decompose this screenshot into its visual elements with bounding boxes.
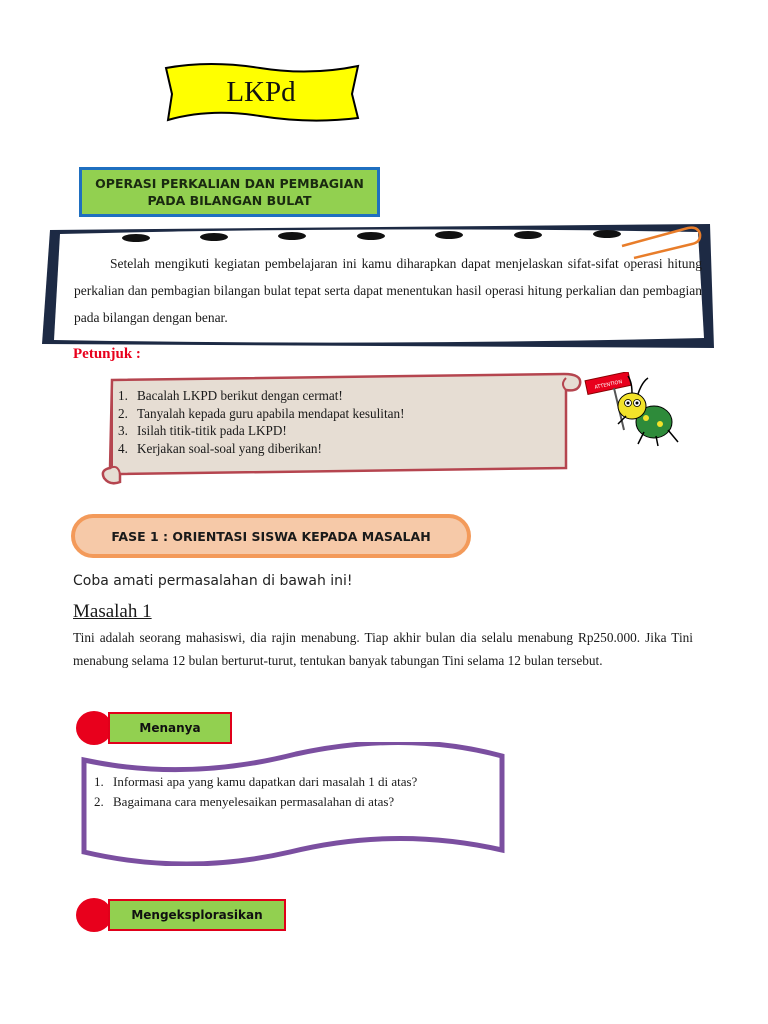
problem-title: Masalah 1 [73,601,152,622]
subject-line-1: OPERASI PERKALIAN DAN PEMBAGIAN [95,176,364,191]
list-item: 4. Kerjakan soal-soal yang diberikan! [118,440,322,456]
mascot-sign-text: ATTENTION [594,379,623,391]
subject-line-2: PADA BILANGAN BULAT [147,193,312,208]
list-item: 2. Tanyalah kepada guru apabila mendapat kesulitan! [118,405,405,421]
fase-label: FASE 1 : ORIENTASI SISWA KEPADA MASALAH [111,528,431,544]
problem-body: Tini adalah seorang mahasiswi, dia rajin menabung. Tiap akhir bulan dia selalu menabung Rp250.000. Jika Tini menabung selama 12 bulan berturut-turut, tentukan banyak tabungan Tini selama 12 bulan tersebut. [73,630,693,668]
petunjuk-heading: Petunjuk : [73,346,141,362]
instruction-text: Coba amati permasalahan di bawah ini! [73,573,353,589]
intro-paragraph: Setelah mengikuti kegiatan pembelajaran ini kamu diharapkan dapat menjelaskan sifat-sifat operasi hitung perkalian dan pembagian bilangan bulat tepat serta dapat menentukan hasil operasi hitung perkalian dan pembagian pada bilangan dengan benar. [74,256,702,325]
menanya-label: Menanya [108,712,232,744]
instruction-list [118,387,404,457]
mengeksplorasikan-label: Mengeksplorasikan [108,899,286,931]
bug-mascot-icon [584,372,690,450]
question-list [94,772,417,812]
list-item: 3. Isilah titik-titik pada LKPD! [118,423,287,438]
list-item: 2. Bagaimana cara menyelesaikan permasalahan di atas? [94,794,395,809]
page-title: LKPd [226,75,296,108]
menanya-dot-icon [76,711,112,745]
subject-box [79,167,380,217]
list-item: 1. Bacalah LKPD berikut dengan cermat! [118,388,343,403]
list-item: 1. Informasi apa yang kamu dapatkan dari masalah 1 di atas? [94,774,418,789]
eksplorasi-dot-icon [76,898,112,932]
